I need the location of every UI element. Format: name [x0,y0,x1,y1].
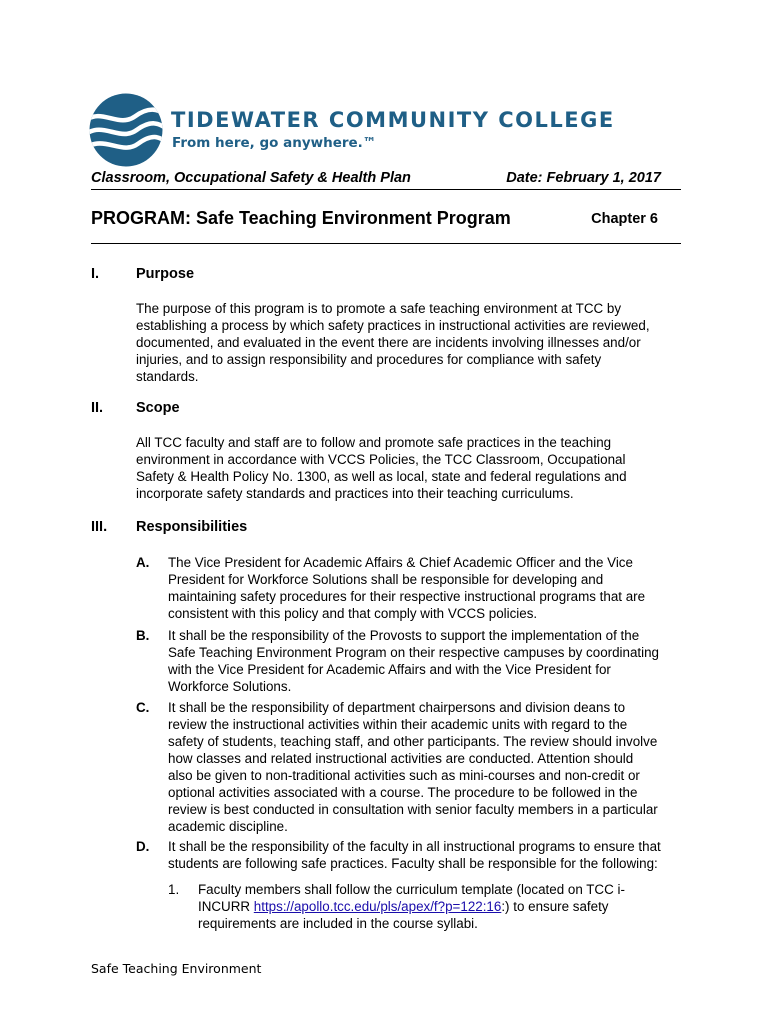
text-line: It shall be the responsibility of department chairpersons and division deans to [168,700,626,715]
text-line: Safety & Health Policy No. 1300, as well as local, state and federal regulations and [136,469,627,484]
purpose-paragraph [136,300,681,385]
subitem-text [198,881,681,932]
text-line: establishing a process by which safety practices in instructional activities are reviewed, [136,318,650,333]
subitem-label: 1. [168,882,180,897]
text-line: documented, and evaluated in the event there are incidents involving illnesses and/or [136,335,641,350]
college-tagline: From here, go anywhere.™ [172,135,377,151]
plan-title: Classroom, Occupational Safety & Health Plan [91,170,411,186]
text-line: review the instructional activities within their academic units with regard to the [168,717,628,732]
item-text [168,627,681,695]
wave-globe-icon [88,92,164,168]
program-header [91,208,681,229]
plan-header [91,170,681,186]
text-line: how classes and related instructional activities are conducted. Attention should [168,751,634,766]
section-title: Purpose [136,266,195,282]
text-line: optional activities associated with a course. The procedure to be followed in the [168,785,638,800]
page-footer: Safe Teaching Environment [91,961,262,976]
item-text [168,838,681,872]
text-line: consistent with this policy and that comply with VCCS policies. [168,606,538,621]
header-divider [91,189,681,190]
text-line: academic discipline. [168,819,288,834]
text-line: incorporate safety standards and practices into their teaching curriculums. [136,486,574,501]
text-line: All TCC faculty and staff are to follow and promote safe practices in the teaching [136,435,612,450]
incurr-link[interactable]: https://apollo.tcc.edu/pls/apex/f?p=122:16 [253,899,502,914]
college-logo [88,92,615,172]
text-line: Safe Teaching Environment Program on their respective campuses by coordinating [168,645,660,660]
text-line: with the Vice President for Academic Affairs and with the Vice President for [168,662,611,677]
text-line [198,898,681,915]
text-line: safety of students, teaching staff, and other participants. The review should involve [168,734,658,749]
text-line: environment in accordance with VCCS Policies, the TCC Classroom, Occupational [136,452,626,467]
section-number: II. [91,400,104,416]
item-label: C. [136,700,150,715]
item-label: B. [136,628,150,643]
text-fragment: INCURR [198,899,254,914]
section-number: III. [91,519,108,535]
text-line: also be given to non-traditional activities such as mini-courses and non-credit or [168,768,640,783]
section-number: I. [91,266,100,282]
text-line: requirements are included in the course syllabi. [198,916,478,931]
text-line: President for Workforce Solutions shall be responsible for developing and [168,572,604,587]
section-title: Responsibilities [136,519,248,535]
text-line: injuries, and to assign responsibility and procedures for compliance with safety [136,352,602,367]
section-title: Scope [136,400,180,416]
item-text [168,699,681,835]
text-line: review is best conducted in consultation with senior faculty members in a particular [168,802,658,817]
text-line: standards. [136,369,199,384]
item-label: D. [136,839,150,854]
item-text [168,554,681,622]
college-name: TIDEWATER COMMUNITY COLLEGE [171,108,615,132]
text-line: It shall be the responsibility of the faculty in all instructional programs to ensure that [168,839,661,854]
plan-date: Date: February 1, 2017 [506,170,661,186]
text-line: Faculty members shall follow the curriculum template (located on TCC i- [198,882,625,897]
text-fragment: :) to ensure safety [501,899,609,914]
chapter-label: Chapter 6 [591,211,658,227]
text-line: students are following safe practices. Faculty shall be responsible for the following: [168,856,658,871]
text-line: The purpose of this program is to promote a safe teaching environment at TCC by [136,301,622,316]
scope-paragraph [136,434,681,502]
program-title: PROGRAM: Safe Teaching Environment Program [91,208,511,228]
text-line: Workforce Solutions. [168,679,292,694]
text-line: maintaining safety procedures for their respective instructional programs that are [168,589,646,604]
text-line: It shall be the responsibility of the Provosts to support the implementation of the [168,628,640,643]
item-label: A. [136,555,150,570]
program-divider [91,243,681,244]
text-line: The Vice President for Academic Affairs & Chief Academic Officer and the Vice [168,555,633,570]
